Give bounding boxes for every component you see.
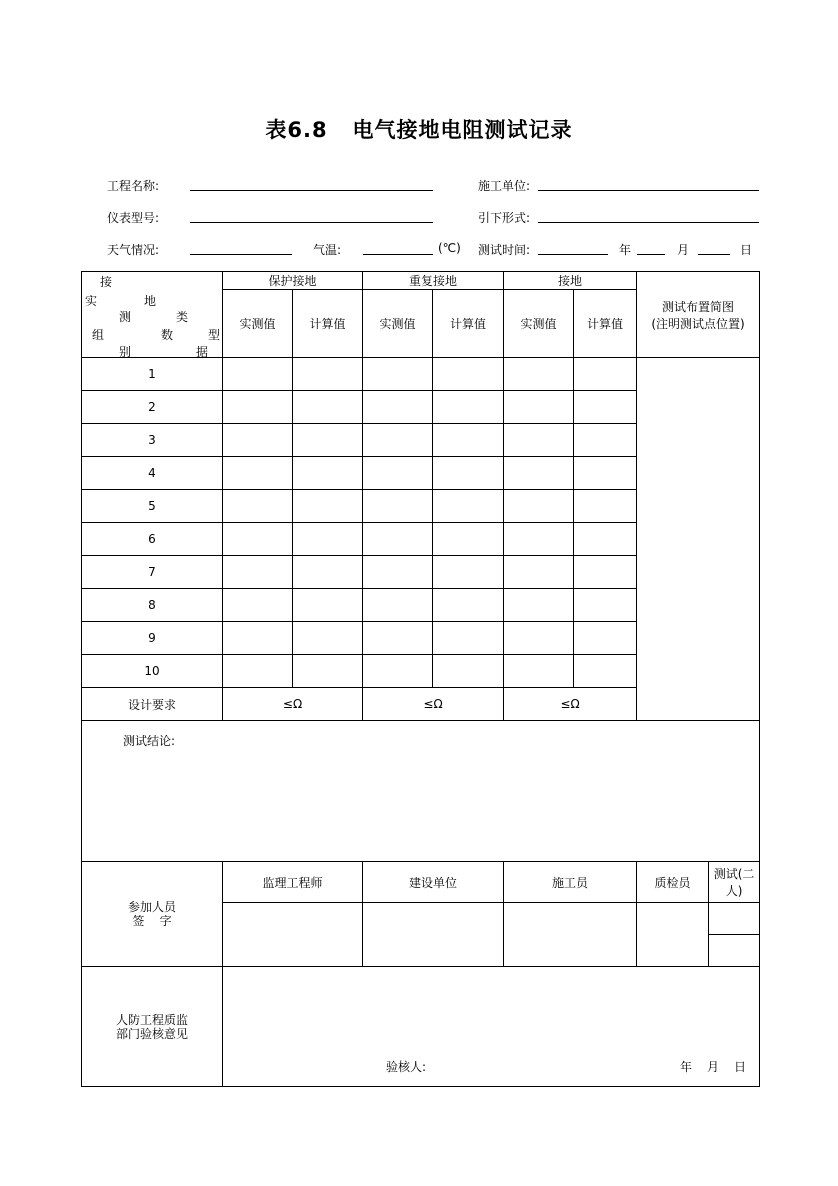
value-cell[interactable] (574, 523, 637, 556)
value-cell[interactable] (433, 490, 504, 523)
test-year-field[interactable] (538, 254, 608, 255)
subheader-measured: 实测值 (363, 290, 433, 358)
value-cell[interactable] (574, 556, 637, 589)
corner-header-cell (82, 272, 223, 358)
temperature-unit: (℃) (438, 241, 461, 255)
signature-cell[interactable] (363, 903, 504, 967)
review-label-cell (82, 967, 223, 1087)
group-header-grounding: 接地 (504, 272, 637, 290)
test-month-field[interactable] (637, 254, 665, 255)
value-cell[interactable] (293, 457, 363, 490)
value-cell[interactable] (433, 589, 504, 622)
value-cell[interactable] (293, 622, 363, 655)
review-month-label: 月 (707, 1060, 720, 1074)
row-number: 1 (82, 358, 223, 391)
design-requirement-value[interactable]: ≤Ω (363, 688, 504, 721)
value-cell[interactable] (223, 655, 293, 688)
value-cell[interactable] (504, 457, 574, 490)
layout-diagram-area[interactable] (637, 358, 760, 721)
test-conclusion-cell[interactable] (82, 721, 760, 862)
value-cell[interactable] (504, 589, 574, 622)
value-cell[interactable] (574, 457, 637, 490)
tester-signature-cell[interactable] (709, 935, 760, 967)
value-cell[interactable] (363, 358, 433, 391)
value-cell[interactable] (574, 391, 637, 424)
participants-label-cell (82, 862, 223, 967)
signature-cell[interactable] (637, 903, 709, 967)
subheader-calculated: 计算值 (574, 290, 637, 358)
value-cell[interactable] (223, 457, 293, 490)
corner-char: 类 (176, 310, 189, 324)
value-cell[interactable] (574, 589, 637, 622)
value-cell[interactable] (293, 391, 363, 424)
instrument-model-field[interactable] (190, 222, 433, 223)
value-cell[interactable] (433, 655, 504, 688)
year-label: 年 (619, 243, 632, 257)
value-cell[interactable] (363, 490, 433, 523)
design-requirement-value[interactable]: ≤Ω (223, 688, 363, 721)
project-name-label: 工程名称: (107, 179, 160, 193)
corner-char: 别 (119, 345, 132, 358)
tester-signature-cell[interactable] (709, 903, 760, 935)
project-name-field[interactable] (190, 190, 433, 191)
role-testers: 测试(二人) (709, 862, 760, 903)
value-cell[interactable] (363, 391, 433, 424)
value-cell[interactable] (223, 490, 293, 523)
review-opinion-cell[interactable] (223, 967, 760, 1087)
value-cell[interactable] (433, 457, 504, 490)
corner-char: 地 (144, 294, 157, 308)
value-cell[interactable] (574, 358, 637, 391)
row-number: 6 (82, 523, 223, 556)
value-cell[interactable] (504, 622, 574, 655)
down-conductor-label: 引下形式: (478, 211, 531, 225)
row-number: 3 (82, 424, 223, 457)
month-label: 月 (677, 243, 690, 257)
value-cell[interactable] (433, 391, 504, 424)
value-cell[interactable] (223, 391, 293, 424)
value-cell[interactable] (363, 655, 433, 688)
layout-header-line1: 测试布置简图 (662, 299, 735, 314)
layout-header-line2: (注明测试点位置) (651, 316, 745, 331)
value-cell[interactable] (504, 556, 574, 589)
value-cell[interactable] (504, 358, 574, 391)
value-cell[interactable] (363, 589, 433, 622)
corner-char: 接 (100, 275, 113, 289)
layout-diagram-header (637, 272, 760, 358)
value-cell[interactable] (293, 490, 363, 523)
down-conductor-field[interactable] (538, 222, 759, 223)
signature-cell[interactable] (504, 903, 637, 967)
value-cell[interactable] (574, 655, 637, 688)
design-requirement-value[interactable]: ≤Ω (504, 688, 637, 721)
role-supervising-engineer: 监理工程师 (223, 862, 363, 903)
value-cell[interactable] (223, 589, 293, 622)
value-cell[interactable] (363, 424, 433, 457)
value-cell[interactable] (433, 622, 504, 655)
day-label: 日 (740, 243, 753, 257)
role-owner-unit: 建设单位 (363, 862, 504, 903)
value-cell[interactable] (223, 556, 293, 589)
review-label-line1: 人防工程质监 (115, 1012, 188, 1027)
row-number: 5 (82, 490, 223, 523)
value-cell[interactable] (293, 589, 363, 622)
participants-label-line2: 签 字 (132, 914, 172, 928)
subheader-measured: 实测值 (504, 290, 574, 358)
test-time-label: 测试时间: (478, 243, 531, 257)
group-header-protective: 保护接地 (223, 272, 363, 290)
review-year-label: 年 (680, 1060, 693, 1074)
value-cell[interactable] (574, 424, 637, 457)
corner-char: 型 (208, 328, 221, 342)
value-cell[interactable] (433, 556, 504, 589)
value-cell[interactable] (223, 424, 293, 457)
row-number: 9 (82, 622, 223, 655)
design-requirement-label: 设计要求 (82, 688, 223, 721)
review-label-line2: 部门验核意见 (115, 1026, 188, 1041)
review-day-label: 日 (734, 1060, 747, 1074)
corner-char: 据 (196, 345, 209, 358)
corner-char: 测 (119, 310, 132, 324)
test-day-field[interactable] (698, 254, 730, 255)
value-cell[interactable] (504, 523, 574, 556)
row-number: 8 (82, 589, 223, 622)
subheader-calculated: 计算值 (293, 290, 363, 358)
construction-unit-field[interactable] (538, 190, 759, 191)
role-constructor: 施工员 (504, 862, 637, 903)
row-number: 10 (82, 655, 223, 688)
value-cell[interactable] (504, 490, 574, 523)
value-cell[interactable] (504, 424, 574, 457)
subheader-calculated: 计算值 (433, 290, 504, 358)
role-quality-inspector: 质检员 (637, 862, 709, 903)
resistance-test-table (81, 271, 760, 1087)
instrument-model-label: 仪表型号: (107, 211, 160, 225)
value-cell[interactable] (223, 358, 293, 391)
weather-field[interactable] (190, 254, 292, 255)
value-cell[interactable] (293, 358, 363, 391)
construction-unit-label: 施工单位: (478, 179, 531, 193)
value-cell[interactable] (293, 556, 363, 589)
row-number: 7 (82, 556, 223, 589)
value-cell[interactable] (433, 424, 504, 457)
value-cell[interactable] (363, 523, 433, 556)
page-title: 表6.8 电气接地电阻测试记录 (265, 118, 573, 142)
corner-char: 组 (92, 328, 105, 342)
value-cell[interactable] (293, 523, 363, 556)
corner-char: 实 (85, 294, 98, 308)
weather-label: 天气情况: (107, 243, 160, 257)
value-cell[interactable] (293, 424, 363, 457)
temperature-label: 气温: (313, 243, 342, 257)
participants-label-line1: 参加人员 (127, 900, 176, 914)
subheader-measured: 实测值 (223, 290, 293, 358)
value-cell[interactable] (363, 457, 433, 490)
value-cell[interactable] (574, 622, 637, 655)
temperature-field[interactable] (363, 254, 433, 255)
value-cell[interactable] (223, 622, 293, 655)
row-number: 4 (82, 457, 223, 490)
value-cell[interactable] (293, 655, 363, 688)
row-number: 2 (82, 391, 223, 424)
value-cell[interactable] (363, 556, 433, 589)
value-cell[interactable] (574, 490, 637, 523)
group-header-repeated: 重复接地 (363, 272, 504, 290)
value-cell[interactable] (433, 358, 504, 391)
value-cell[interactable] (223, 523, 293, 556)
value-cell[interactable] (504, 391, 574, 424)
corner-char: 数 (161, 328, 174, 342)
signature-cell[interactable] (223, 903, 363, 967)
reviewer-label: 验核人: (386, 1060, 427, 1074)
test-conclusion-label: 测试结论: (123, 734, 176, 748)
value-cell[interactable] (363, 622, 433, 655)
value-cell[interactable] (433, 523, 504, 556)
value-cell[interactable] (504, 655, 574, 688)
